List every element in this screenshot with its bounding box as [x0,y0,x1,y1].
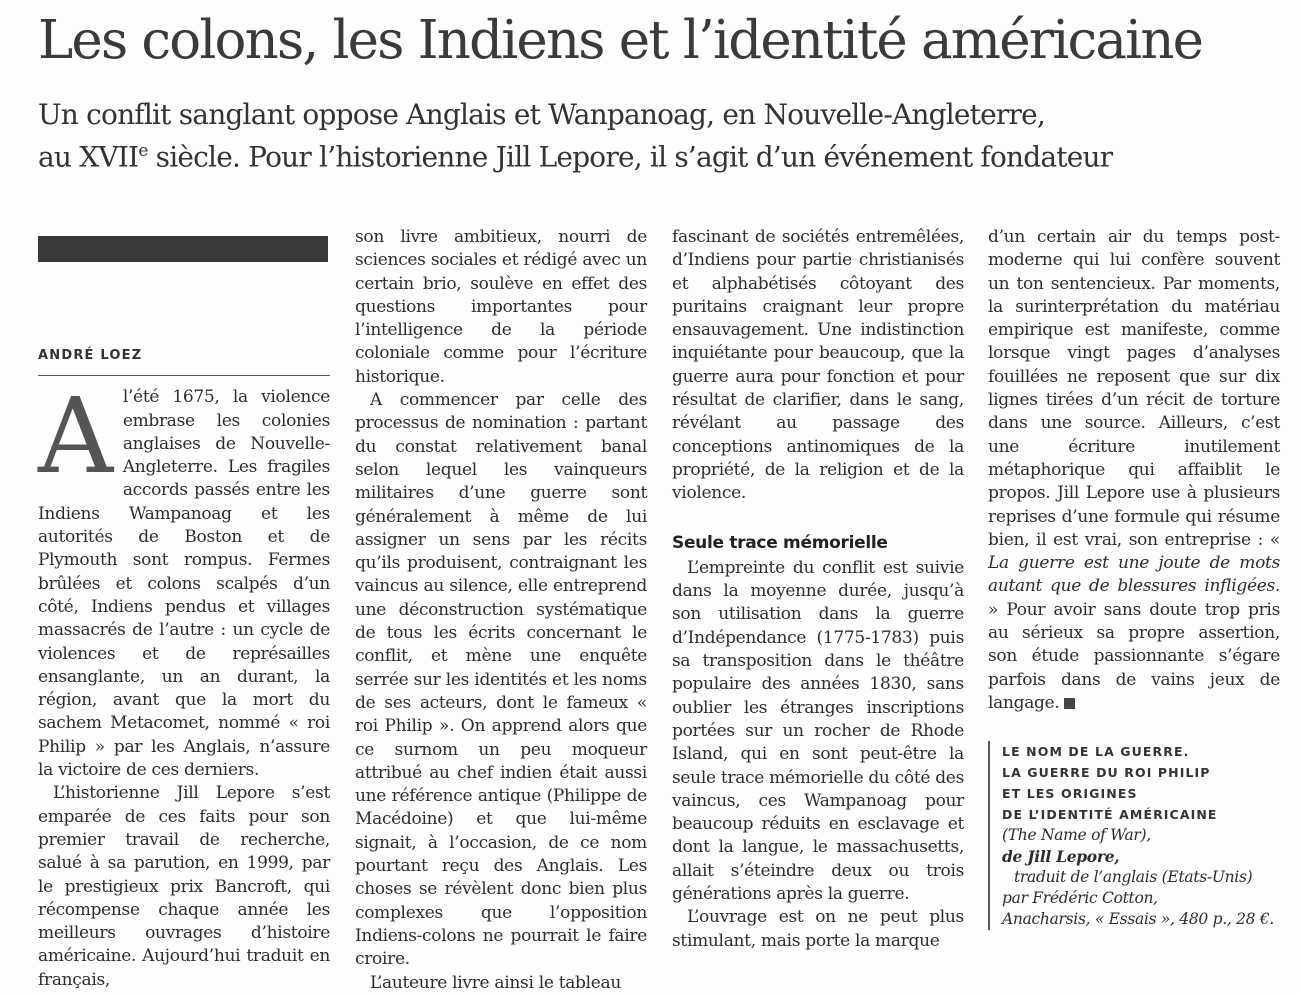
paragraph: L’auteure livre ainsi le tableau [370,972,622,993]
paragraph: A commencer par celle des processus de nomination : partant du constat relativement banal selon lequel les vainqueurs militaires d’une guerre sont généralement à même de lui assigner un sens par les récits qu’ils produisent, contraignant les vaincus au silence, elle entreprend une déconstruction systématique de tous les écrits concernant le conflit, et mène une enquête serrée sur les identités et les noms de ses acteurs, dont le fameux « roi Philip ». On apprend alors que ce surnom un peu moqueur attribué au chef indien était aussi une référence antique (Philippe de Macédoine) et que lui-même signait, à l’occasion, de ce nom pourtant reçu des Anglais. Les choses se révèlent donc bien plus complexes que l’opposition Indiens-colons ne pourrait le faire croire. [355,390,647,970]
paragraph: son livre ambitieux, nourri de sciences sociales et rédigé avec un certain brio, soulève en effet des questions importantes pour l’intelligence de la période coloniale comme pour l’écriture historique. [355,227,647,387]
subtitle-line-2-start: au XVII [38,140,139,174]
article-subtitle [38,96,1278,175]
translation-note: traduit de l’anglais (Etats-Unis) [1014,868,1253,887]
drop-cap: A [38,375,113,498]
paragraph [38,375,330,782]
paragraph: L’historienne Jill Lepore s’est emparée de ces faits pour son premier travail de recherche, salué à sa parution, en 1999, par le prestigieux prix Bancroft, qui récompense chaque année les meilleurs ouvrages d’histoire américaine. Aujourd’hui traduit en français, [38,783,330,990]
book-title-line: LE NOM DE LA GUERRE. [1002,744,1190,760]
book-title-line: DE L’IDENTITÉ AMÉRICAINE [1002,807,1218,823]
book-author: de Jill Lepore, [1002,847,1120,867]
article-title: Les colons, les Indiens et l’identité américaine [38,10,1203,71]
author-byline: ANDRÉ LOEZ [38,348,143,363]
book-title-line: ET LES ORIGINES [1002,786,1138,802]
book-title-line: LA GUERRE DU ROI PHILIP [1002,765,1211,781]
column-4 [988,226,1280,930]
subtitle-line-2 [38,133,1278,175]
paragraph: L’empreinte du conflit est suivie dans la moyenne durée, jusqu’à son utilisation dans la guerre d’Indépendance (1775-1783) puis sa transposition dans le théâtre populaire des années 1830, sans oublier les étranges inscriptions portées sur un rocher de Rhode Island, qui en sont peut-être la seule trace mémorielle du côté des vaincus, ces Wampanoag pour beaucoup réduits en esclavage et dont la langue, le massachusetts, allait s’éteindre deux ou trois générations après la guerre. [672,557,964,905]
paragraph: L’ouvrage est on ne peut plus stimulant, mais porte la marque [672,907,964,951]
paragraph-text: » Pour avoir sans doute trop pris au sérieux sa propre assertion, son étude passionnante s’égare parfois dans de vains jeux de langage. [988,599,1280,713]
section-heading: Seule trace mémorielle [672,532,888,553]
paragraph-text: l’été 1675, la violence embrase les colonies anglaises de Nouvelle-Angleterre. Les fragiles accords passés entre les Indiens Wampanoag et les autorités de Boston et de Plymouth sont rompus. Fermes brûlées et colons scalpés d’un côté, Indiens pendus et villages massacrés de l’autre : un cycle de violences et de représailles ensanglante, un an durant, la région, avant que la mort du sachem Metacomet, nommé « roi Philip » par les Anglais, n’assure la victoire de ces derniers. [38,387,330,781]
book-reference [988,741,1280,930]
quote-text: La guerre est une joute de mots autant que de blessures infligées. [988,553,1280,597]
subtitle-line-1: Un conflit sanglant oppose Anglais et Wanpanoag, en Nouvelle-Angleterre, [38,98,1045,131]
translator: par Frédéric Cotton, [1002,889,1158,908]
paragraph [988,226,1280,715]
column-1 [38,226,330,992]
section-bar [38,236,328,262]
publisher-info: Anacharsis, « Essais », 480 p., 28 €. [1002,910,1275,929]
subtitle-superscript: e [138,141,148,161]
column-3 [672,226,964,953]
paragraph: fascinant de sociétés entremêlées, d’Indiens pour partie christianisés et alphabétisés côtoyant des puritains craignant leur propre ensauvagement. Une indistinction inquiétante pour beaucoup, que la guerre aura pour fonction et pour résultat de clarifier, dans le sang, révélant au passage des conceptions antinomiques de la propriété, de la religion et de la violence. [672,227,964,504]
paragraph-text: d’un certain air du temps post-moderne qui lui confère souvent un ton sentencieux. Par moments, la surinterprétation du matériau empirique est manifeste, comme lorsque vingt pages d’analyses fouillées ne reposent que sur dix lignes tirées d’un récit de torture dans une source. Ailleurs, c’est une écriture inutilement métaphorique qui affaiblit le propos. Jill Lepore use à plusieurs reprises d’une formule qui résume bien, il est vrai, son entreprise : « [988,227,1280,550]
column-2 [355,226,647,995]
end-mark-icon [1064,698,1075,709]
subtitle-line-2-end: siècle. Pour l’historienne Jill Lepore, il s’agit d’un événement fondateur [147,140,1113,174]
original-title: (The Name of War), [1002,826,1151,845]
